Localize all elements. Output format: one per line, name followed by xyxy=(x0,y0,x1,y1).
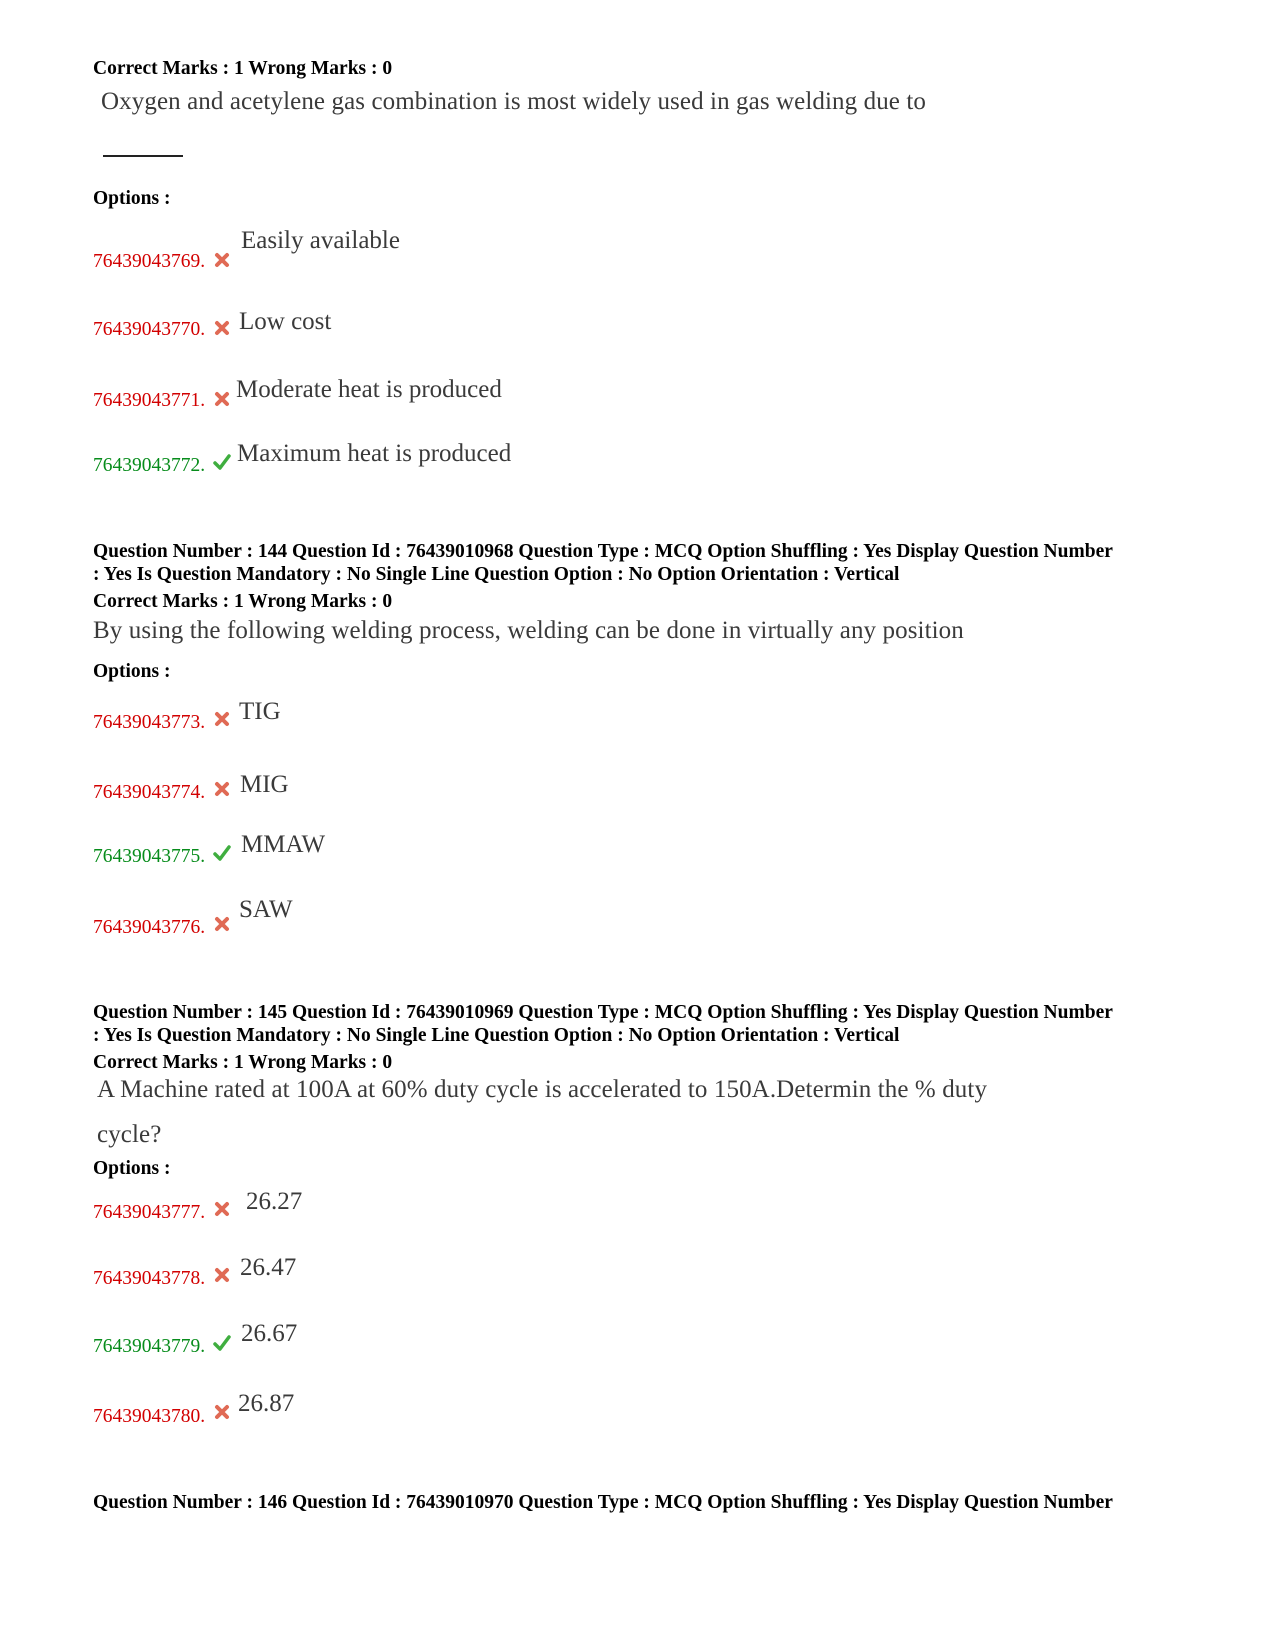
option-text: 26.47 xyxy=(240,1254,297,1281)
marks-line: Correct Marks : 1 Wrong Marks : 0 xyxy=(93,591,393,612)
question-header: : Yes Is Question Mandatory : No Single Line Question Option : No Option Orientation : Vertical xyxy=(93,564,900,585)
cross-icon xyxy=(212,318,232,338)
cross-icon xyxy=(212,709,232,729)
question-text: Oxygen and acetylene gas combination is most widely used in gas welding due to xyxy=(101,88,926,115)
cross-icon xyxy=(212,389,232,409)
options-label: Options : xyxy=(93,188,171,209)
cross-icon xyxy=(212,1265,232,1285)
question-header: Question Number : 145 Question Id : 76439010969 Question Type : MCQ Option Shuffling : Yes Display Question Number xyxy=(93,1002,1113,1023)
option-id: 76439043772. xyxy=(93,455,206,476)
cross-icon xyxy=(212,779,232,799)
option-id: 76439043774. xyxy=(93,782,206,803)
answer-blank xyxy=(103,155,183,157)
option-id: 76439043770. xyxy=(93,319,206,340)
question-text: A Machine rated at 100A at 60% duty cycle is accelerated to 150A.Determin the % duty xyxy=(97,1076,988,1103)
option-text: 26.67 xyxy=(241,1320,298,1347)
option-id: 76439043775. xyxy=(93,846,206,867)
question-header: Question Number : 144 Question Id : 76439010968 Question Type : MCQ Option Shuffling : Yes Display Question Number xyxy=(93,541,1113,562)
check-icon xyxy=(212,843,232,863)
option-id: 76439043780. xyxy=(93,1406,206,1427)
options-label: Options : xyxy=(93,1158,171,1179)
option-text: MMAW xyxy=(241,831,326,858)
check-icon xyxy=(212,452,232,472)
marks-line: Correct Marks : 1 Wrong Marks : 0 xyxy=(93,1052,393,1073)
option-id: 76439043778. xyxy=(93,1268,206,1289)
option-id: 76439043779. xyxy=(93,1336,206,1357)
cross-icon xyxy=(212,1402,232,1422)
option-text: TIG xyxy=(239,698,281,725)
option-text: MIG xyxy=(240,771,289,798)
option-text: Maximum heat is produced xyxy=(237,440,512,467)
question-text: cycle? xyxy=(97,1121,162,1148)
option-text: Easily available xyxy=(241,227,400,254)
check-icon xyxy=(212,1333,232,1353)
option-text: 26.27 xyxy=(246,1188,303,1215)
option-text: 26.87 xyxy=(238,1390,295,1417)
option-id: 76439043771. xyxy=(93,390,206,411)
cross-icon xyxy=(212,914,232,934)
option-id: 76439043776. xyxy=(93,917,206,938)
option-text: SAW xyxy=(239,896,293,923)
option-id: 76439043769. xyxy=(93,251,206,272)
options-label: Options : xyxy=(93,661,171,682)
question-header: : Yes Is Question Mandatory : No Single Line Question Option : No Option Orientation : Vertical xyxy=(93,1025,900,1046)
question-text: By using the following welding process, welding can be done in virtually any position xyxy=(93,617,964,644)
cross-icon xyxy=(212,250,232,270)
question-header: Question Number : 146 Question Id : 76439010970 Question Type : MCQ Option Shuffling : Yes Display Question Number xyxy=(93,1492,1113,1513)
option-id: 76439043777. xyxy=(93,1202,206,1223)
option-id: 76439043773. xyxy=(93,712,206,733)
option-text: Low cost xyxy=(239,308,332,335)
option-text: Moderate heat is produced xyxy=(236,376,502,403)
cross-icon xyxy=(212,1199,232,1219)
marks-line: Correct Marks : 1 Wrong Marks : 0 xyxy=(93,58,393,79)
